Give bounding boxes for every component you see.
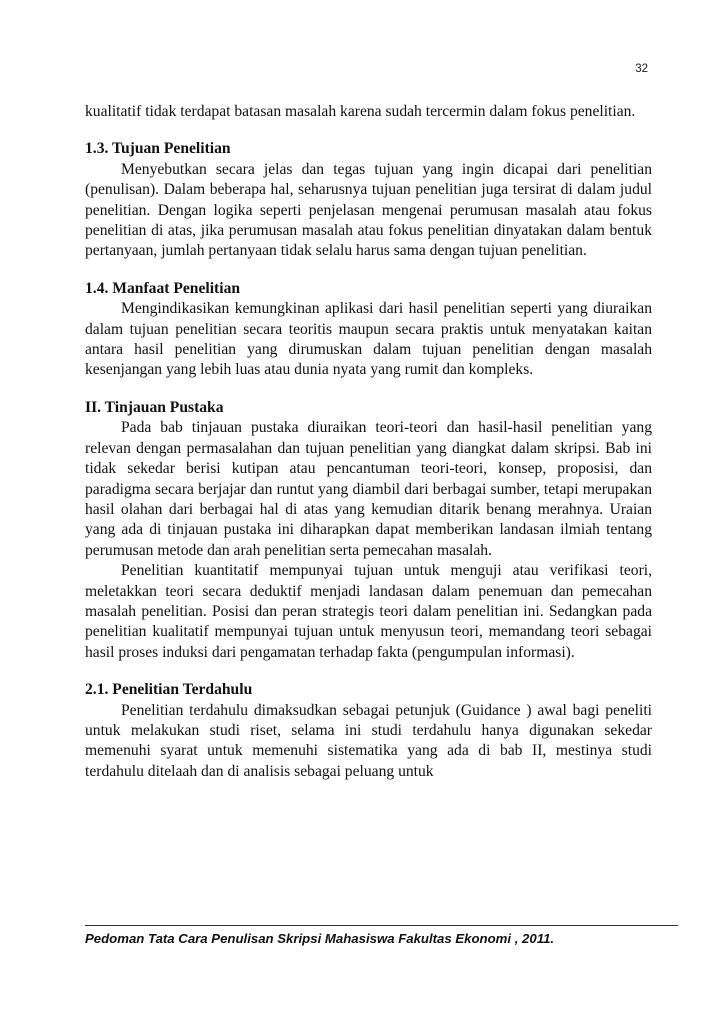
paragraph-tujuan: Menyebutkan secara jelas dan tegas tujuan yang ingin dicapai dari penelitian (penulisan). Dalam beberapa hal, seharusnya tujuan penelitian juga tersirat di dalam judul penelitian. Dengan logika seperti penjelasan mengenai perumusan masalah atau fokus penelitian di atas, jika perumusan masalah atau fokus penelitian dinyatakan dalam bentuk pertanyaan, jumlah pertanyaan tidak selalu harus sama dengan tujuan penelitian. — [85, 160, 652, 260]
paragraph-terdahulu: Penelitian terdahulu dimaksudkan sebagai petunjuk (Guidance ) awal bagi peneliti untuk melakukan studi riset, selama ini studi terdahulu hanya digunakan sekedar memenuhi syarat untuk memenuhi sistematika yang ada di bab II, mestinya studi terdahulu ditelaah dan di analisis sebagai peluang untuk — [85, 701, 652, 780]
paragraph-tinjauan-1: Pada bab tinjauan pustaka diuraikan teori-teori dan hasil-hasil penelitian yang relevan dengan permasalahan dan tujuan penelitian yang diangkat dalam skripsi. Bab ini tidak sekedar berisi kutipan atau pencantuman teori-teori, konsep, proposisi, dan paradigma secara berjajar dan runtut yang diambil dari berbagai sumber, tetapi merupakan hasil olahan dari berbagai hal di atas yang kemudian ditarik benang merahnya. Uraian yang ada di tinjauan pustaka ini diharapkan dapat memberikan landasan ilmiah tentang perumusan metode dan arah penelitian serta pemecahan masalah. — [85, 419, 652, 559]
section-heading-tinjauan: II. Tinjauan Pustaka — [85, 398, 224, 416]
section-heading-tujuan: 1.3. Tujuan Penelitian — [85, 140, 231, 158]
footer-divider — [85, 925, 678, 926]
page-body — [85, 102, 652, 782]
section-heading-terdahulu: 2.1. Penelitian Terdahulu — [85, 681, 253, 699]
section-heading-manfaat: 1.4. Manfaat Penelitian — [85, 279, 241, 297]
paragraph-manfaat: Mengindikasikan kemungkinan aplikasi dari hasil penelitian seperti yang diuraikan dalam tujuan penelitian secara teoritis maupun secara praktis untuk menyatakan kaitan antara hasil penelitian yang dirumuskan dalam tujuan penelitian dengan masalah kesenjangan yang lebih luas atau dunia nyata yang rumit dan kompleks. — [85, 300, 652, 379]
footer-text: Pedoman Tata Cara Penulisan Skripsi Mahasiswa Fakultas Ekonomi , 2011. — [85, 931, 555, 946]
paragraph-tinjauan-2: Penelitian kuantitatif mempunyai tujuan untuk menguji atau verifikasi teori, meletakkan teori secara deduktif menjadi landasan dalam penemuan dan pemecahan masalah penelitian. Posisi dan peran strategis teori dalam penelitian ini. Sedangkan pada penelitian kualitatif mempunyai tujuan untuk menyusun teori, memandang teori sebagai hasil proses induksi dari pengamatan terhadap fakta (pengumpulan informasi). — [85, 562, 652, 661]
page-number: 32 — [635, 63, 648, 75]
intro-paragraph: kualitatif tidak terdapat batasan masalah karena sudah tercermin dalam fokus penelitian. — [85, 103, 636, 120]
